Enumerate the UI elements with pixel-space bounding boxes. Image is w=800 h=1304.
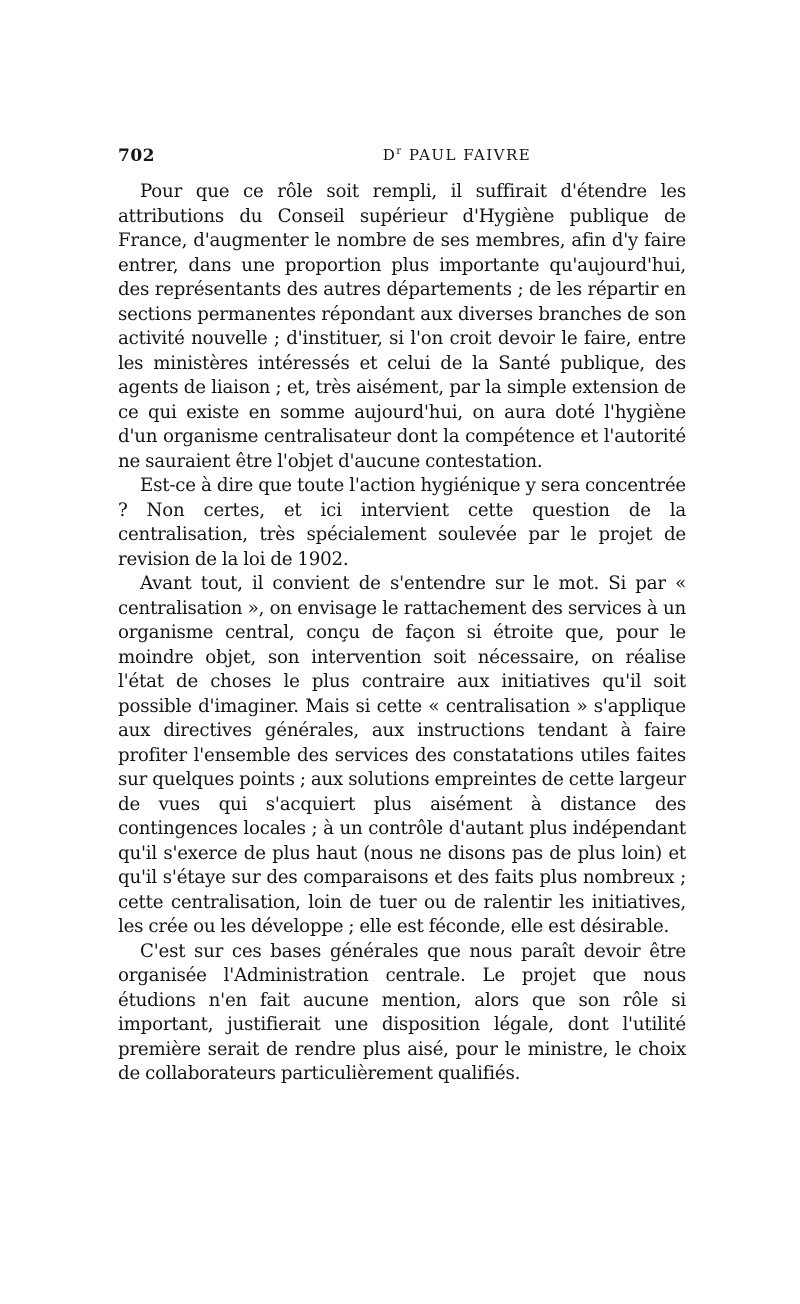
paragraph-administration-centrale: C'est sur ces bases générales que nous paraît devoir être organisée l'Administration centrale. Le projet que nous étudions n'en fait aucune mention, alors que son rôle si important, justifierait une disposition légale, dont l'utilité première serait de rendre plus aisé, pour le ministre, le choix de collaborateurs particulièrement qualifiés. [118, 940, 686, 1084]
author-prefix: D [382, 146, 397, 164]
author-prefix-superscript: r [396, 146, 403, 157]
paragraph-conseil-superieur: Pour que ce rôle soit rempli, il suffirait d'étendre les attributions du Conseil supérieur d'Hygiène publique de France, d'augmenter le nombre de ses membres, afin d'y faire entrer, dans une proportion plus importante qu'aujourd'hui, des représentants des autres départements ; de les répartir en sections permanentes répondant aux diverses branches de son activité nouvelle ; d'instituer, si l'on croit devoir le faire, entre les ministères intéressés et celui de la Santé publique, des agents de liaison ; et, très aisément, par la simple extension de ce qui existe en somme aujourd'hui, on aura doté l'hygiène d'un organisme centralisateur dont la compétence et l'autorité ne sauraient être l'objet d'aucune contestation. [118, 181, 686, 472]
running-head [118, 146, 686, 168]
running-title [118, 146, 686, 164]
body-text [118, 180, 686, 1087]
author-name: PAUL FAIVRE [402, 146, 532, 164]
paragraph-centralisation-definition: Avant tout, il convient de s'entendre sur le mot. Si par « centralisation », on envisage le rattachement des services à un organisme central, conçu de façon si étroite que, pour le moindre objet, son intervention soit nécessaire, on réalise l'état de choses le plus contraire aux initiatives qu'il soit possible d'imaginer. Mais si cette « centralisation » s'applique aux directives générales, aux instructions tendant à faire profiter l'ensemble des services des constatations utiles faites sur quelques points ; aux solutions empreintes de cette largeur de vues qui s'acquiert plus aisément à distance des contingences locales ; à un contrôle d'autant plus indépendant qu'il s'exerce de plus haut (nous ne disons pas de plus loin) et qu'il s'étaye sur des comparaisons et des faits plus nombreux ; cette centralisation, loin de tuer ou de ralentir les initiatives, les crée ou les développe ; elle est féconde, elle est désirable. [118, 573, 686, 937]
paragraph-concentration-question: Est-ce à dire que toute l'action hygiénique y sera concentrée ? Non certes, et ici intervient cette question de la centralisation, très spécialement soulevée par le projet de revision de la loi de 1902. [118, 475, 686, 570]
page-number: 702 [118, 146, 155, 166]
